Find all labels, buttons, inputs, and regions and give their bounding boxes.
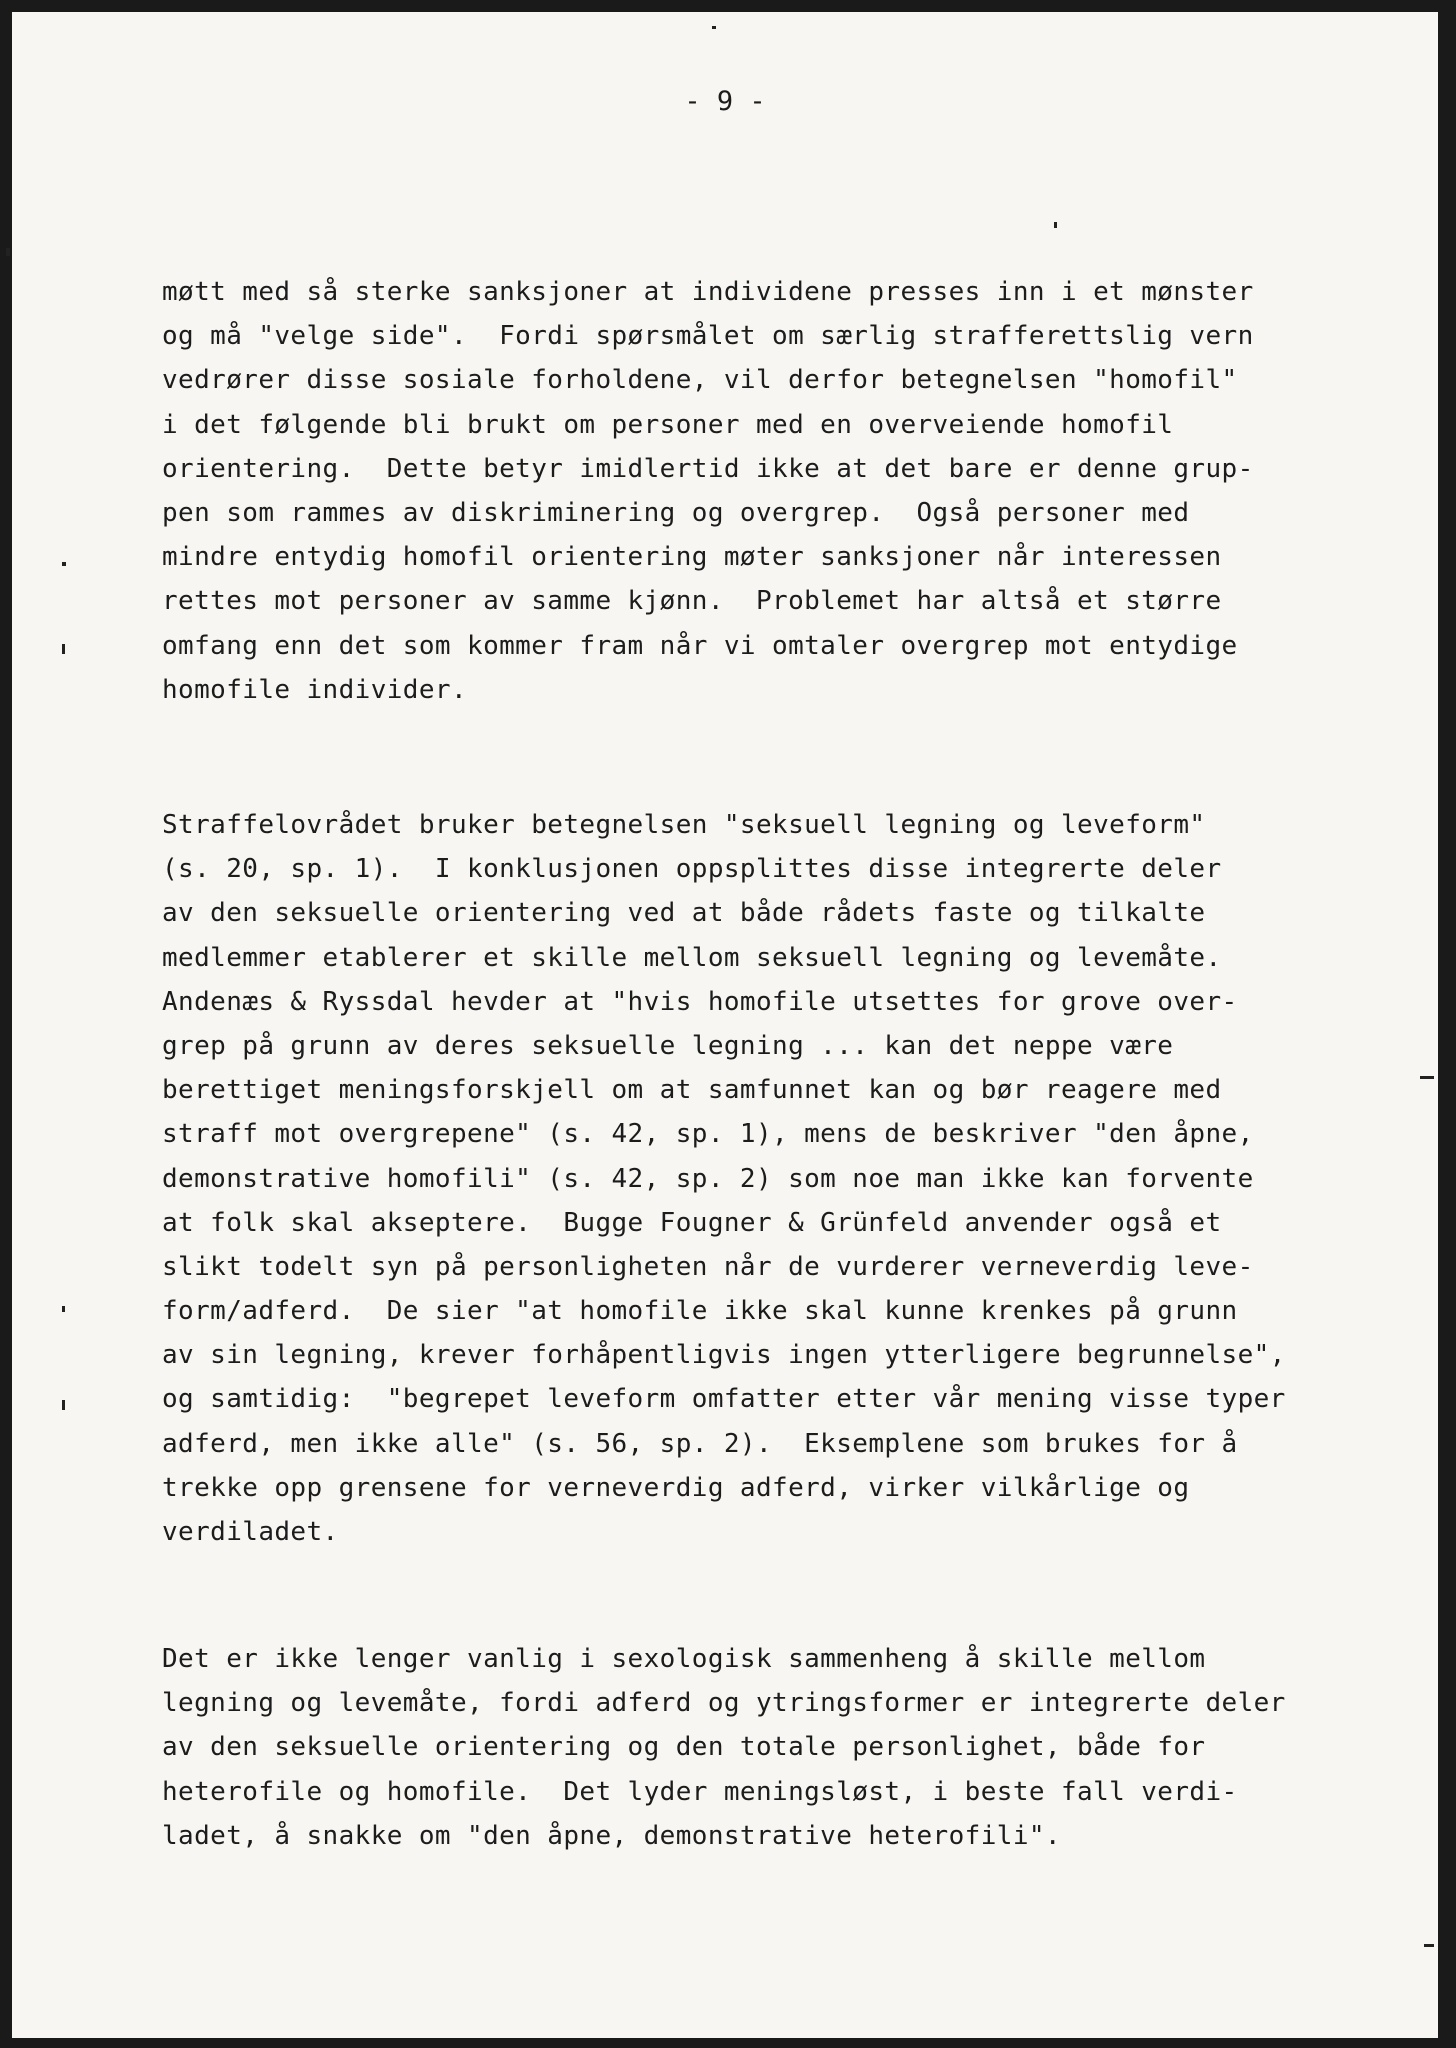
text-line: Andenæs & Ryssdal hevder at "hvis homofile utsettes for grove over- [162, 986, 1238, 1017]
text-line: av den seksuelle orientering ved at både rådets faste og tilkalte [162, 898, 1206, 929]
text-line: form/adferd. De sier "at homofile ikke skal kunne krenkes på grunn [162, 1296, 1238, 1327]
scan-speck [62, 1306, 65, 1312]
scan-speck [712, 26, 716, 29]
text-line: Det er ikke lenger vanlig i sexologisk sammenheng å skille mellom [162, 1644, 1206, 1674]
text-line: pen som rammes av diskriminering og overgrep. Også personer med [162, 497, 1190, 528]
text-line: at folk skal akseptere. Bugge Fougner & Grünfeld anvender også et [162, 1207, 1222, 1238]
text-line: Straffelovrådet bruker betegnelsen "seksuell legning og leveform" [162, 810, 1206, 840]
text-line: homofile individer. [162, 674, 468, 705]
text-line: heterofile og homofile. Det lyder meningsløst, i beste fall verdi- [162, 1776, 1238, 1807]
paragraph-3 [162, 1637, 1286, 1858]
text-line: omfang enn det som kommer fram når vi omtaler overgrep mot entydige [162, 630, 1238, 661]
text-line: demonstrative homofili" (s. 42, sp. 2) som noe man ikke kan forvente [162, 1163, 1254, 1194]
text-line: av sin legning, krever forhåpentligvis ingen ytterligere begrunnelse", [162, 1340, 1286, 1371]
text-line: straff mot overgrepene" (s. 42, sp. 1), mens de beskriver "den åpne, [162, 1119, 1254, 1150]
text-line: adferd, men ikke alle" (s. 56, sp. 2). Eksemplene som brukes for å [162, 1428, 1238, 1459]
paragraph-1 [162, 270, 1254, 712]
text-line: berettiget meningsforskjell om at samfunnet kan og bør reagere med [162, 1075, 1222, 1106]
text-line: og må "velge side". Fordi spørsmålet om særlig strafferettslig vern [162, 321, 1254, 352]
scan-speck [62, 644, 65, 654]
text-line: grep på grunn av deres seksuelle legning ... kan det neppe være [162, 1030, 1174, 1061]
text-line: rettes mot personer av samme kjønn. Problemet har altså et større [162, 586, 1222, 617]
text-line: verdiladet. [162, 1517, 339, 1547]
text-line: i det følgende bli brukt om personer med en overveiende homofil [162, 409, 1174, 440]
text-line: slikt todelt syn på personligheten når de vurderer verneverdig leve- [162, 1251, 1254, 1282]
page-number: - 9 - [684, 86, 766, 117]
scan-speck [1054, 222, 1057, 228]
scan-speck [1424, 1944, 1434, 1947]
paragraph-2 [162, 803, 1286, 1554]
scan-speck [1420, 1076, 1434, 1079]
text-line: av den seksuelle orientering og den totale personlighet, både for [162, 1732, 1206, 1763]
text-line: orientering. Dette betyr imidlertid ikke at det bare er denne grup- [162, 453, 1254, 484]
document-page [12, 12, 1438, 2038]
text-line: møtt med så sterke sanksjoner at individene presses inn i et mønster [162, 277, 1254, 307]
scan-speck [62, 1400, 65, 1410]
text-line: og samtidig: "begrepet leveform omfatter etter vår mening visse typer [162, 1384, 1286, 1415]
text-line: vedrører disse sosiale forholdene, vil derfor betegnelsen "homofil" [162, 365, 1238, 396]
text-line: legning og levemåte, fordi adferd og ytringsformer er integrerte deler [162, 1688, 1286, 1719]
scan-speck [62, 562, 66, 566]
text-line: (s. 20, sp. 1). I konklusjonen oppsplittes disse integrerte deler [162, 854, 1222, 885]
text-line: trekke opp grensene for verneverdig adferd, virker vilkårlige og [162, 1472, 1190, 1503]
text-line: medlemmer etablerer et skille mellom seksuell legning og levemåte. [162, 942, 1222, 973]
scan-speck [6, 248, 10, 256]
text-line: ladet, å snakke om "den åpne, demonstrative heterofili". [162, 1820, 1061, 1851]
text-line: mindre entydig homofil orientering møter sanksjoner når interessen [162, 542, 1222, 573]
